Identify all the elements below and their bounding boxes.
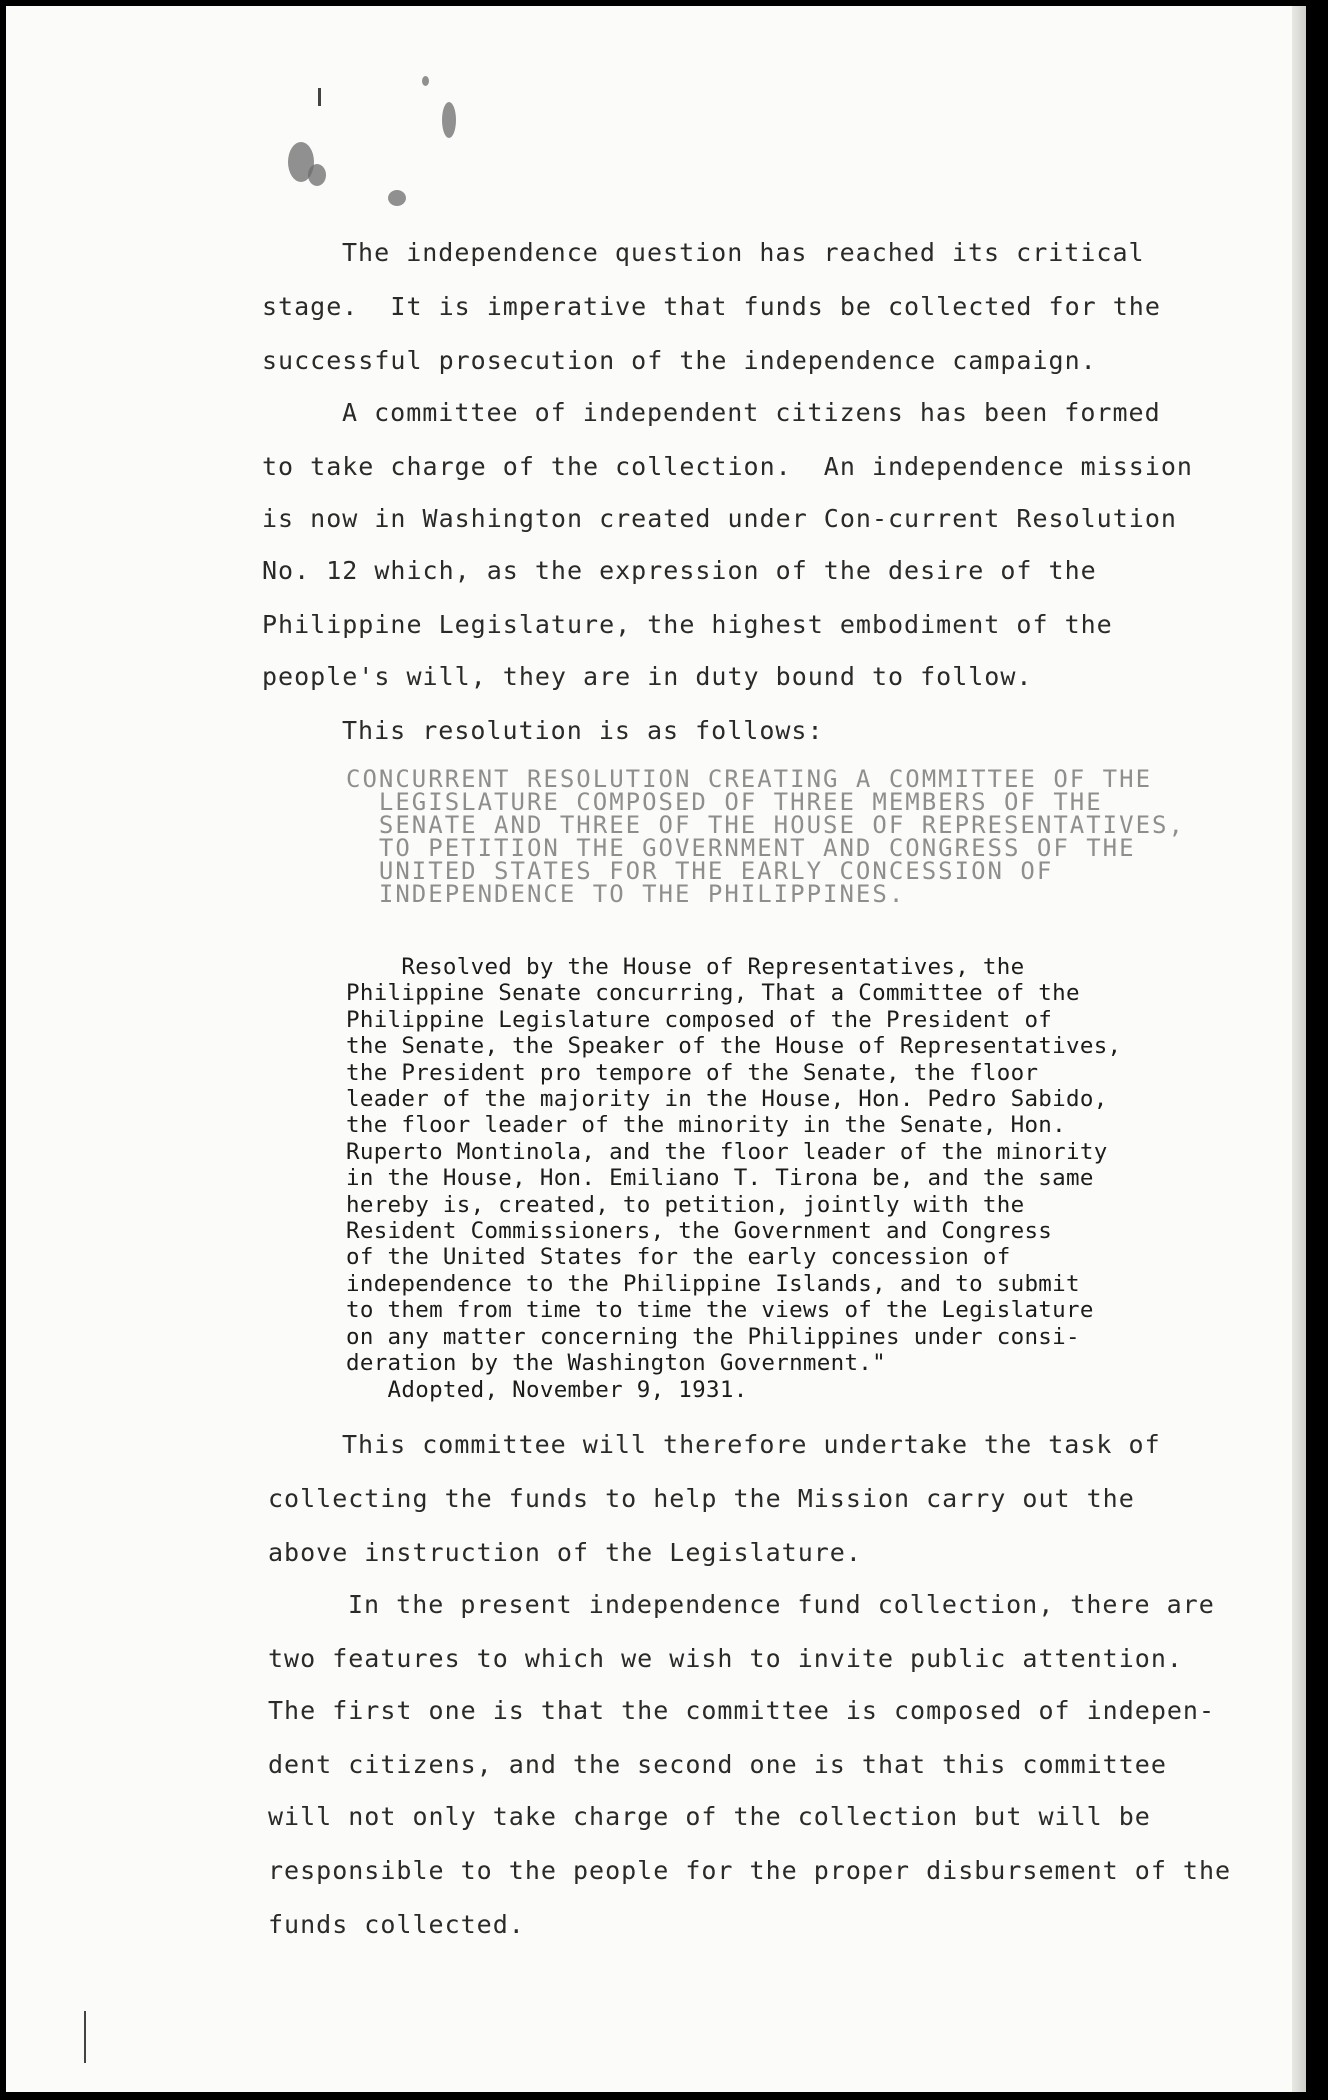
resolution-title: CONCURRENT RESOLUTION CREATING A COMMITTEE OF THE LEGISLATURE COMPOSED OF THREE MEMBERS OF THE SENATE AND THREE OF THE HOUSE OF REPRESENTATIVES, TO PETITION THE GOVERNMENT AND CONGRESS OF THE UNITED STATES FOR THE EARLY CONCESSION OF INDEPENDENCE TO THE PHILIPPINES. xyxy=(346,765,1185,908)
text-line: Philippine Legislature, the highest embodiment of the xyxy=(262,610,1113,639)
text-line: stage. It is imperative that funds be collected for the xyxy=(262,292,1161,321)
text-line: dent citizens, and the second one is that this committee xyxy=(268,1750,1167,1779)
ink-mark xyxy=(318,88,321,106)
text-line: In the present independence fund collection, there are xyxy=(348,1590,1215,1619)
ink-blot xyxy=(308,164,326,186)
text-line: This resolution is as follows: xyxy=(342,716,824,745)
page-edge xyxy=(1292,6,1306,2092)
text-line: two features to which we wish to invite public attention. xyxy=(268,1644,1183,1673)
text-line: to take charge of the collection. An independence mission xyxy=(262,452,1193,481)
ink-blot xyxy=(388,190,406,206)
text-line: is now in Washington created under Con-current Resolution xyxy=(262,504,1177,533)
ink-mark xyxy=(84,2011,86,2063)
text-line: No. 12 which, as the expression of the desire of the xyxy=(262,556,1097,585)
text-line: The independence question has reached its critical xyxy=(342,238,1145,267)
document-page xyxy=(6,6,1306,2092)
text-line: will not only take charge of the collection but will be xyxy=(268,1802,1151,1831)
text-line: A committee of independent citizens has been formed xyxy=(342,398,1161,427)
text-line: people's will, they are in duty bound to follow. xyxy=(262,662,1033,691)
text-line: collecting the funds to help the Mission carry out the xyxy=(268,1484,1135,1513)
text-line: above instruction of the Legislature. xyxy=(268,1538,862,1567)
text-line: funds collected. xyxy=(268,1910,525,1939)
resolution-text: Resolved by the House of Representatives, the Philippine Senate concurring, That a Committee of the Philippine Legislature composed of the President of the Senate, the Speaker of the House of Representatives, the President pro tempore of the Senate, the floor leader of the majority in the House, Hon. Pedro Sabido, the floor leader of the minority in the Senate, Hon. Ruperto Montinola, and the floor leader of the minority in the House, Hon. Emiliano T. Tirona be, and the same hereby is, created, to petition, jointly with the Resident Commissioners, the Government and Congress of the United States for the early concession of independence to the Philippine Islands, and to submit to them from time to time the views of the Legislature on any matter concerning the Philippines under consi- deration by the Washington Government." Adopted, November 9, 1931. xyxy=(346,954,1122,1403)
text-line: This committee will therefore undertake the task of xyxy=(342,1430,1161,1459)
ink-blot xyxy=(442,102,456,138)
text-line: successful prosecution of the independence campaign. xyxy=(262,346,1097,375)
text-line: The first one is that the committee is composed of indepen- xyxy=(268,1696,1216,1725)
text-line: responsible to the people for the proper disbursement of the xyxy=(268,1856,1232,1885)
ink-blot xyxy=(422,76,429,86)
